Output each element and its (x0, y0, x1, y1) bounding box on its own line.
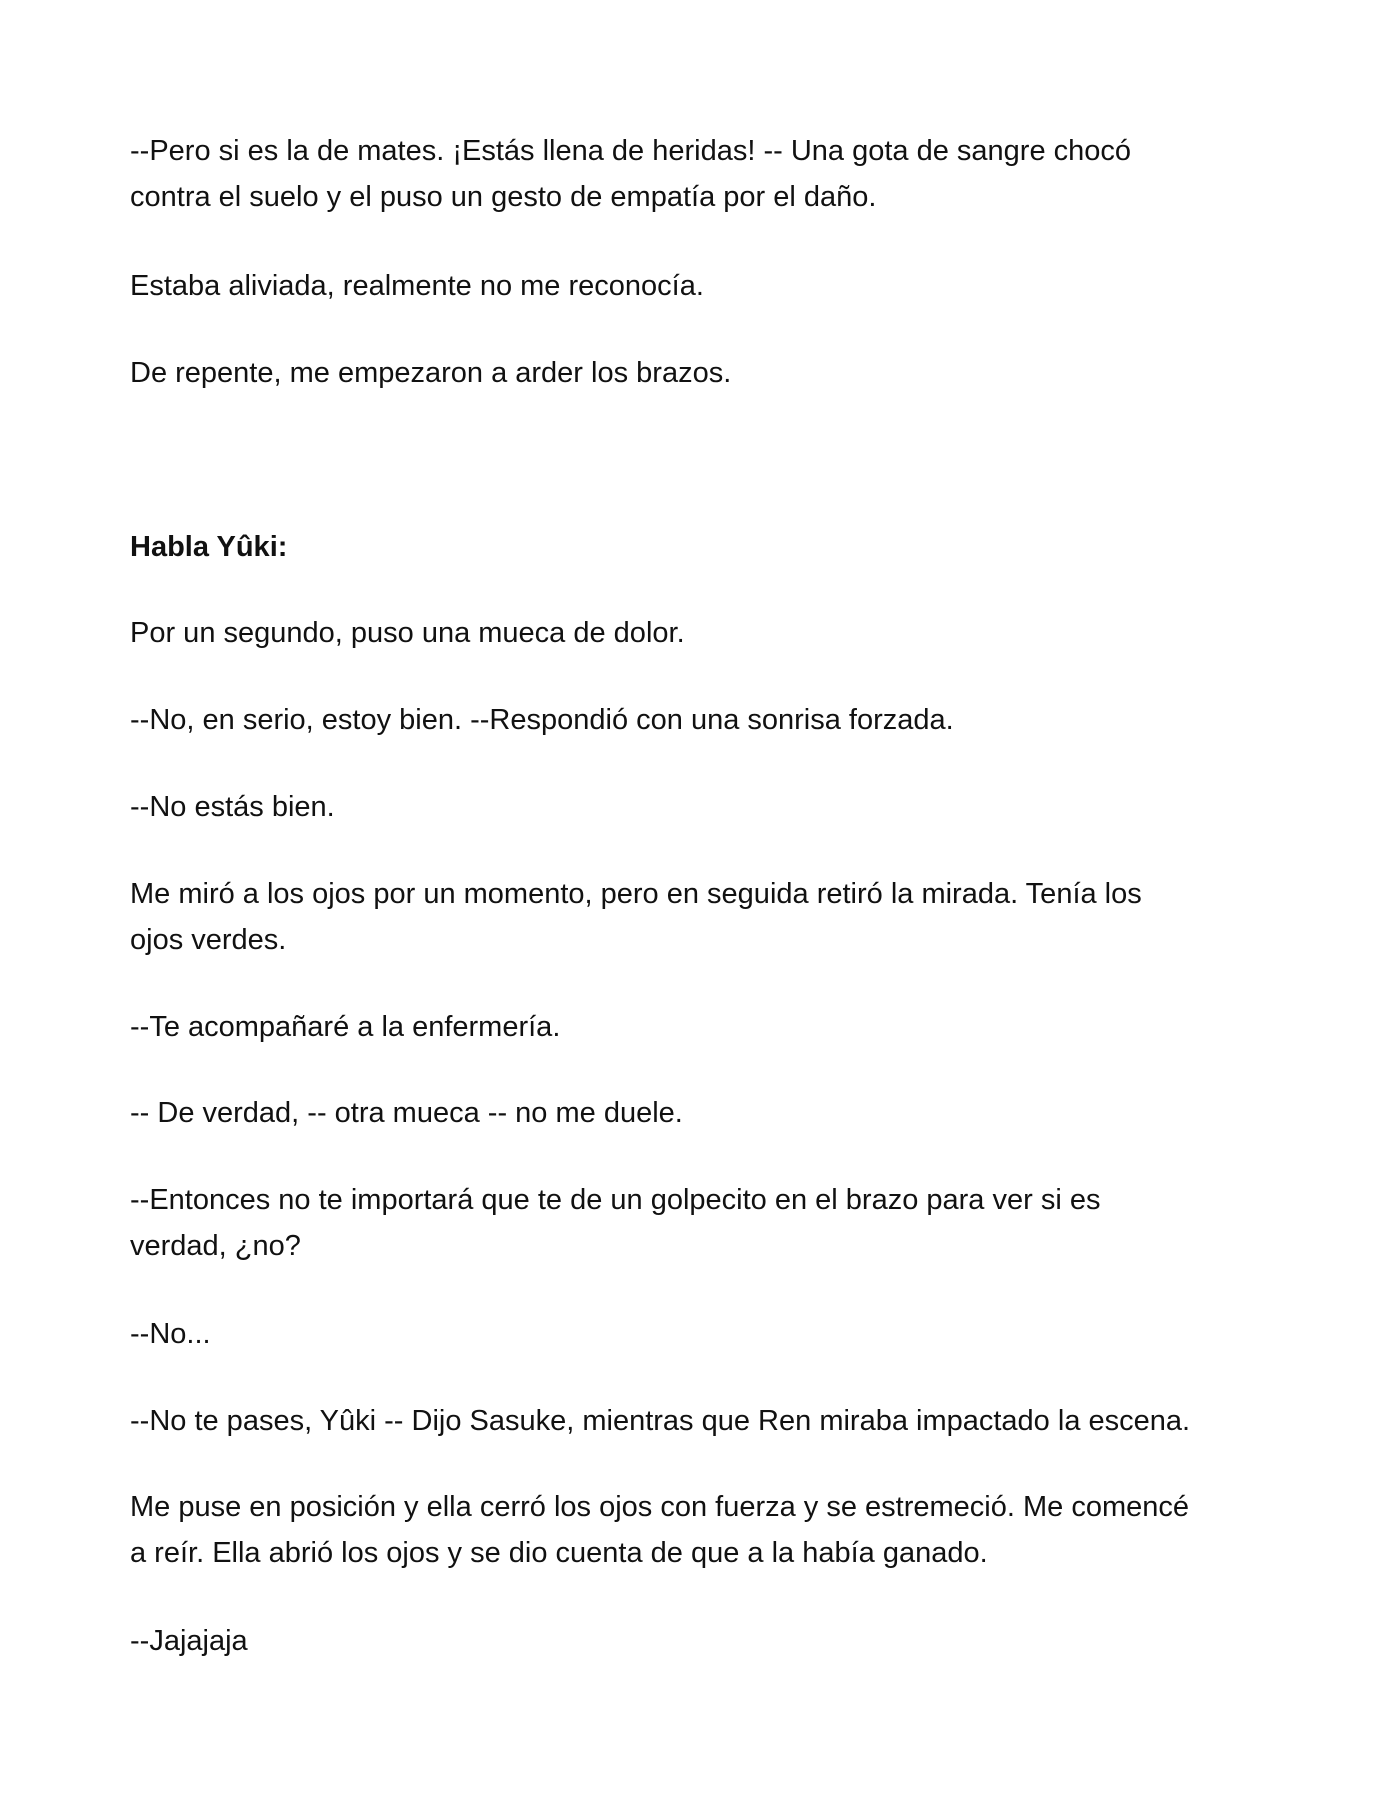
paragraph-8: Me miró a los ojos por un momento, pero en seguida retiró la mirada. Tenía los ojos verdes. (130, 878, 1142, 956)
paragraph-1: --Pero si es la de mates. ¡Estás llena de heridas! -- Una gota de sangre chocó contra el suelo y el puso un gesto de empatía por el daño. (130, 135, 1132, 213)
paragraph-3: De repente, me empezaron a arder los brazos. (130, 357, 732, 389)
section-heading: Habla Yûki: (130, 531, 288, 563)
paragraph-12: --No... (130, 1318, 211, 1350)
paragraph-7: --No estás bien. (130, 791, 335, 823)
paragraph-11: --Entonces no te importará que te de un golpecito en el brazo para ver si es verdad, ¿no? (130, 1184, 1101, 1262)
paragraph-14: Me puse en posición y ella cerró los ojos con fuerza y se estremeció. Me comencé a reír. Ella abrió los ojos y se dio cuenta de que a la había ganado. (130, 1491, 1189, 1569)
paragraph-5: Por un segundo, puso una mueca de dolor. (130, 617, 685, 649)
paragraph-13: --No te pases, Yûki -- Dijo Sasuke, mientras que Ren miraba impactado la escena. (130, 1405, 1191, 1437)
paragraph-9: --Te acompañaré a la enfermería. (130, 1011, 561, 1043)
paragraph-10: -- De verdad, -- otra mueca -- no me duele. (130, 1097, 683, 1129)
paragraph-6: --No, en serio, estoy bien. --Respondió con una sonrisa forzada. (130, 704, 954, 736)
paragraph-2: Estaba aliviada, realmente no me reconocía. (130, 270, 704, 302)
paragraph-15: --Jajajaja (130, 1625, 248, 1657)
